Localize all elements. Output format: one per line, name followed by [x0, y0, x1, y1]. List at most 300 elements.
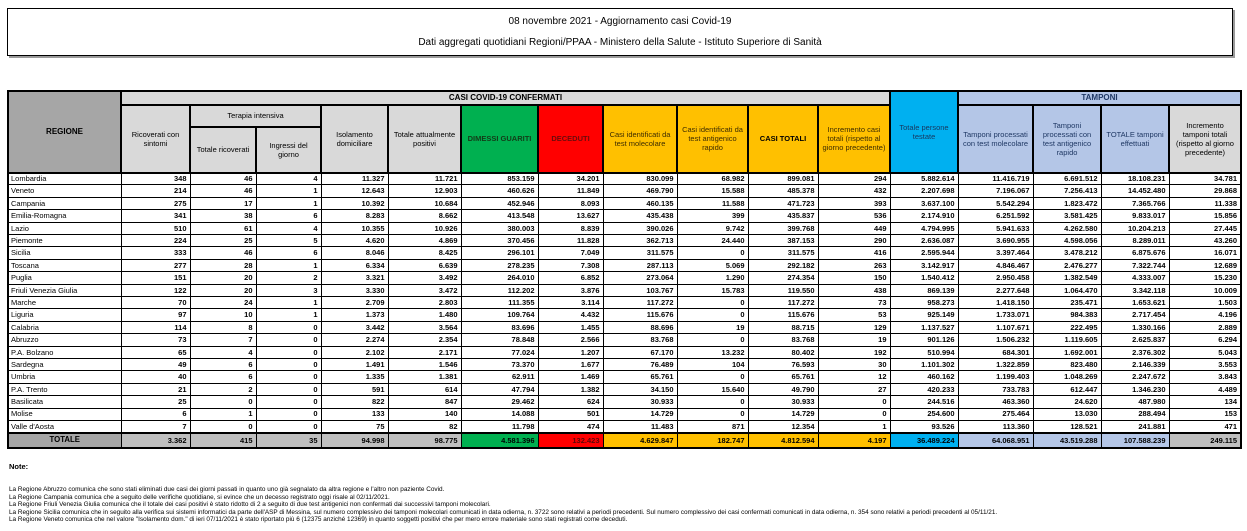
region-cell: P.A. Trento	[8, 383, 121, 395]
value-cell: 6.294	[1169, 334, 1241, 346]
value-cell: 15.230	[1169, 272, 1241, 284]
value-cell: 65	[121, 346, 190, 358]
value-cell: 73	[121, 334, 190, 346]
header-totale-persone-testate: Totale persone testate	[890, 91, 958, 173]
covid-data-table	[7, 90, 1242, 449]
totale-value-cell: 98.775	[388, 433, 461, 448]
value-cell: 469.790	[603, 185, 677, 197]
value-cell: 151	[121, 272, 190, 284]
value-cell: 4	[256, 222, 321, 234]
value-cell: 958.273	[890, 297, 958, 309]
value-cell: 30.933	[603, 396, 677, 408]
value-cell: 6	[190, 371, 256, 383]
value-cell: 11.483	[603, 420, 677, 432]
value-cell: 119.550	[748, 284, 818, 296]
value-cell: 2.595.944	[890, 247, 958, 259]
value-cell: 1.330.166	[1101, 321, 1169, 333]
value-cell: 3.142.917	[890, 259, 958, 271]
value-cell: 12.689	[1169, 259, 1241, 271]
totale-value-cell: 132.423	[538, 433, 603, 448]
value-cell: 49.790	[748, 383, 818, 395]
value-cell: 14.729	[748, 408, 818, 420]
value-cell: 20	[190, 284, 256, 296]
value-cell: 6.334	[321, 259, 388, 271]
value-cell: 4.846.467	[958, 259, 1033, 271]
value-cell: 12.354	[748, 420, 818, 432]
value-cell: 15.783	[677, 284, 748, 296]
value-cell: 1.469	[538, 371, 603, 383]
totale-row	[8, 433, 1241, 448]
value-cell: 0	[256, 346, 321, 358]
value-cell: 0	[256, 334, 321, 346]
value-cell: 5.882.614	[890, 173, 958, 185]
value-cell: 4.794.995	[890, 222, 958, 234]
header-regione: REGIONE	[8, 91, 121, 173]
value-cell: 134	[1169, 396, 1241, 408]
region-cell: Lombardia	[8, 173, 121, 185]
table-row	[8, 210, 1241, 222]
header-totale-attualmente-positivi: Totale attualmente positivi	[388, 105, 461, 173]
value-cell: 0	[677, 247, 748, 259]
region-cell: Sicilia	[8, 247, 121, 259]
value-cell: 0	[677, 309, 748, 321]
value-cell: 9.833.017	[1101, 210, 1169, 222]
value-cell: 2.354	[388, 334, 461, 346]
header-isolamento-domiciliare: Isolamento domiciliare	[321, 105, 388, 173]
totale-value-cell: 35	[256, 433, 321, 448]
value-cell: 684.301	[958, 346, 1033, 358]
value-cell: 3.492	[388, 272, 461, 284]
value-cell: 2.102	[321, 346, 388, 358]
totale-value-cell: 4.629.847	[603, 433, 677, 448]
table-row	[8, 259, 1241, 271]
value-cell: 40	[121, 371, 190, 383]
value-cell: 115.676	[603, 309, 677, 321]
region-cell: Calabria	[8, 321, 121, 333]
value-cell: 4.598.056	[1033, 235, 1101, 247]
table-row	[8, 197, 1241, 209]
value-cell: 1.346.230	[1101, 383, 1169, 395]
value-cell: 624	[538, 396, 603, 408]
value-cell: 46	[190, 173, 256, 185]
value-cell: 16.071	[1169, 247, 1241, 259]
table-row	[8, 173, 1241, 185]
table-row	[8, 383, 1241, 395]
value-cell: 1	[256, 297, 321, 309]
value-cell: 485.378	[748, 185, 818, 197]
value-cell: 1.823.472	[1033, 197, 1101, 209]
value-cell: 117.272	[748, 297, 818, 309]
value-cell: 0	[818, 408, 890, 420]
value-cell: 0	[677, 334, 748, 346]
value-cell: 3.581.425	[1033, 210, 1101, 222]
region-cell: Piemonte	[8, 235, 121, 247]
value-cell: 4.620	[321, 235, 388, 247]
value-cell: 1.677	[538, 358, 603, 370]
value-cell: 11.416.719	[958, 173, 1033, 185]
value-cell: 2.950.458	[958, 272, 1033, 284]
value-cell: 292.182	[748, 259, 818, 271]
value-cell: 0	[677, 408, 748, 420]
value-cell: 2.636.087	[890, 235, 958, 247]
value-cell: 73	[818, 297, 890, 309]
value-cell: 1.335	[321, 371, 388, 383]
value-cell: 435.438	[603, 210, 677, 222]
value-cell: 830.099	[603, 173, 677, 185]
header-terapia-intensiva: Terapia intensiva	[190, 105, 321, 127]
value-cell: 413.548	[461, 210, 538, 222]
value-cell: 75	[321, 420, 388, 432]
value-cell: 8.093	[538, 197, 603, 209]
value-cell: 27	[818, 383, 890, 395]
value-cell: 432	[818, 185, 890, 197]
header-incremento-casi: Incremento casi totali (rispetto al giorno precedente)	[818, 105, 890, 173]
value-cell: 1.107.671	[958, 321, 1033, 333]
table-row	[8, 346, 1241, 358]
value-cell: 6.691.512	[1033, 173, 1101, 185]
value-cell: 1.381	[388, 371, 461, 383]
value-cell: 449	[818, 222, 890, 234]
value-cell: 11.338	[1169, 197, 1241, 209]
value-cell: 3.637.100	[890, 197, 958, 209]
value-cell: 463.360	[958, 396, 1033, 408]
value-cell: 1.199.403	[958, 371, 1033, 383]
totale-value-cell: 4.812.594	[748, 433, 818, 448]
totale-value-cell: 43.519.288	[1033, 433, 1101, 448]
header-incremento-tamponi: Incremento tamponi totali (rispetto al giorno precedente)	[1169, 105, 1241, 173]
value-cell: 438	[818, 284, 890, 296]
value-cell: 7.196.067	[958, 185, 1033, 197]
value-cell: 235.471	[1033, 297, 1101, 309]
value-cell: 460.626	[461, 185, 538, 197]
region-cell: Basilicata	[8, 396, 121, 408]
region-cell: Veneto	[8, 185, 121, 197]
value-cell: 311.575	[748, 247, 818, 259]
value-cell: 1.503	[1169, 297, 1241, 309]
value-cell: 14.088	[461, 408, 538, 420]
value-cell: 1.653.621	[1101, 297, 1169, 309]
value-cell: 114	[121, 321, 190, 333]
value-cell: 62.911	[461, 371, 538, 383]
value-cell: 2.566	[538, 334, 603, 346]
value-cell: 11.849	[538, 185, 603, 197]
value-cell: 5.542.294	[958, 197, 1033, 209]
value-cell: 2.247.672	[1101, 371, 1169, 383]
value-cell: 4.432	[538, 309, 603, 321]
region-cell: Friuli Venezia Giulia	[8, 284, 121, 296]
value-cell: 1.290	[677, 272, 748, 284]
report-title-line1: 08 novembre 2021 - Aggiornamento casi Covid-19	[508, 16, 732, 27]
value-cell: 150	[818, 272, 890, 284]
value-cell: 474	[538, 420, 603, 432]
value-cell: 416	[818, 247, 890, 259]
value-cell: 901.126	[890, 334, 958, 346]
header-casi-test-molecolare: Casi identificati da test molecolare	[603, 105, 677, 173]
totale-value-cell: 94.998	[321, 433, 388, 448]
value-cell: 21	[121, 383, 190, 395]
value-cell: 6	[190, 358, 256, 370]
value-cell: 93.526	[890, 420, 958, 432]
header-tamponi-antigenico: Tamponi processati con test antigenico rapido	[1033, 105, 1101, 173]
header-group-casi-confermati: CASI COVID-19 CONFERMATI	[121, 91, 890, 105]
value-cell: 17	[190, 197, 256, 209]
value-cell: 0	[256, 371, 321, 383]
value-cell: 61	[190, 222, 256, 234]
totale-value-cell: 107.588.239	[1101, 433, 1169, 448]
value-cell: 420.233	[890, 383, 958, 395]
value-cell: 0	[256, 396, 321, 408]
value-cell: 2.146.339	[1101, 358, 1169, 370]
value-cell: 70	[121, 297, 190, 309]
value-cell: 591	[321, 383, 388, 395]
value-cell: 3.564	[388, 321, 461, 333]
value-cell: 38	[190, 210, 256, 222]
value-cell: 78.848	[461, 334, 538, 346]
value-cell: 9.742	[677, 222, 748, 234]
region-cell: Abruzzo	[8, 334, 121, 346]
value-cell: 460.162	[890, 371, 958, 383]
value-cell: 49	[121, 358, 190, 370]
value-cell: 3.690.955	[958, 235, 1033, 247]
value-cell: 7.049	[538, 247, 603, 259]
value-cell: 244.516	[890, 396, 958, 408]
value-cell: 275	[121, 197, 190, 209]
notes-section	[9, 462, 1239, 524]
value-cell: 20	[190, 272, 256, 284]
header-deceduti: DECEDUTI	[538, 105, 603, 173]
value-cell: 111.355	[461, 297, 538, 309]
value-cell: 15.588	[677, 185, 748, 197]
value-cell: 8.283	[321, 210, 388, 222]
header-casi-totali: CASI TOTALI	[748, 105, 818, 173]
value-cell: 10.926	[388, 222, 461, 234]
value-cell: 1.322.859	[958, 358, 1033, 370]
value-cell: 1.506.232	[958, 334, 1033, 346]
region-cell: Puglia	[8, 272, 121, 284]
value-cell: 25	[190, 235, 256, 247]
header-ingressi-del-giorno: Ingressi del giorno	[256, 127, 321, 173]
value-cell: 0	[190, 396, 256, 408]
value-cell: 6	[256, 247, 321, 259]
value-cell: 4.196	[1169, 309, 1241, 321]
totale-label-cell: TOTALE	[8, 433, 121, 448]
value-cell: 15.856	[1169, 210, 1241, 222]
report-title-line2: Dati aggregati quotidiani Regioni/PPAA - Ministero della Salute - Istituto Superiore di Sanità	[418, 37, 822, 48]
value-cell: 3.553	[1169, 358, 1241, 370]
value-cell: 6.251.592	[958, 210, 1033, 222]
totale-value-cell: 249.115	[1169, 433, 1241, 448]
value-cell: 1.207	[538, 346, 603, 358]
value-cell: 7.256.413	[1033, 185, 1101, 197]
value-cell: 103.767	[603, 284, 677, 296]
value-cell: 5.043	[1169, 346, 1241, 358]
value-cell: 15.640	[677, 383, 748, 395]
value-cell: 34.201	[538, 173, 603, 185]
value-cell: 109.764	[461, 309, 538, 321]
value-cell: 11.798	[461, 420, 538, 432]
value-cell: 11.721	[388, 173, 461, 185]
table-row	[8, 185, 1241, 197]
totale-value-cell: 182.747	[677, 433, 748, 448]
value-cell: 399	[677, 210, 748, 222]
value-cell: 3.843	[1169, 371, 1241, 383]
value-cell: 43.260	[1169, 235, 1241, 247]
value-cell: 6.875.676	[1101, 247, 1169, 259]
value-cell: 1.064.470	[1033, 284, 1101, 296]
value-cell: 0	[190, 420, 256, 432]
value-cell: 5.069	[677, 259, 748, 271]
value-cell: 10.355	[321, 222, 388, 234]
value-cell: 241.881	[1101, 420, 1169, 432]
value-cell: 822	[321, 396, 388, 408]
value-cell: 46	[190, 247, 256, 259]
value-cell: 869.139	[890, 284, 958, 296]
value-cell: 0	[256, 321, 321, 333]
value-cell: 487.980	[1101, 396, 1169, 408]
value-cell: 2.174.910	[890, 210, 958, 222]
value-cell: 53	[818, 309, 890, 321]
value-cell: 4	[256, 173, 321, 185]
value-cell: 510.994	[890, 346, 958, 358]
region-cell: Valle d'Aosta	[8, 420, 121, 432]
region-cell: Lazio	[8, 222, 121, 234]
value-cell: 128.521	[1033, 420, 1101, 432]
value-cell: 12.903	[388, 185, 461, 197]
value-cell: 5.941.633	[958, 222, 1033, 234]
value-cell: 273.064	[603, 272, 677, 284]
value-cell: 1	[256, 259, 321, 271]
value-cell: 1.373	[321, 309, 388, 321]
value-cell: 853.159	[461, 173, 538, 185]
value-cell: 1.692.001	[1033, 346, 1101, 358]
region-cell: Emilia-Romagna	[8, 210, 121, 222]
region-cell: Molise	[8, 408, 121, 420]
value-cell: 5	[256, 235, 321, 247]
value-cell: 18.108.231	[1101, 173, 1169, 185]
value-cell: 390.026	[603, 222, 677, 234]
value-cell: 224	[121, 235, 190, 247]
region-cell: P.A. Bolzano	[8, 346, 121, 358]
region-cell: Toscana	[8, 259, 121, 271]
value-cell: 2.709	[321, 297, 388, 309]
note-line: La Regione Campania comunica che a seguito delle verifiche quotidiane, si evince che un decesso registrato oggi risale al 02/11/2021.	[9, 493, 390, 501]
value-cell: 115.676	[748, 309, 818, 321]
totale-value-cell: 3.362	[121, 433, 190, 448]
table-row	[8, 396, 1241, 408]
table-row	[8, 222, 1241, 234]
value-cell: 614	[388, 383, 461, 395]
value-cell: 12.643	[321, 185, 388, 197]
value-cell: 4.333.007	[1101, 272, 1169, 284]
value-cell: 1.137.527	[890, 321, 958, 333]
table-row	[8, 235, 1241, 247]
value-cell: 97	[121, 309, 190, 321]
value-cell: 88.715	[748, 321, 818, 333]
value-cell: 296.101	[461, 247, 538, 259]
value-cell: 8.662	[388, 210, 461, 222]
value-cell: 10.009	[1169, 284, 1241, 296]
value-cell: 1.119.605	[1033, 334, 1101, 346]
value-cell: 83.696	[461, 321, 538, 333]
value-cell: 2.274	[321, 334, 388, 346]
value-cell: 7.308	[538, 259, 603, 271]
value-cell: 6.639	[388, 259, 461, 271]
value-cell: 2	[256, 272, 321, 284]
value-cell: 47.794	[461, 383, 538, 395]
header-totale-ricoverati: Totale ricoverati	[190, 127, 256, 173]
note-line: La Regione Sicilia comunica che in seguito alla verifica sui sistemi informatici da parte dell'ASP di Messina, sul numero complessivo dei tamponi molecolari comunicati in data odierna, n. 3722 sono relativi a periodi precedenti. Sul numero complessivo dei casi confermati comunicati in data odierna, n. 354 sono relativi a periodi precedenti al 05/11/21.	[9, 508, 998, 516]
value-cell: 122	[121, 284, 190, 296]
value-cell: 1.382.549	[1033, 272, 1101, 284]
value-cell: 333	[121, 247, 190, 259]
value-cell: 1.546	[388, 358, 461, 370]
value-cell: 153	[1169, 408, 1241, 420]
value-cell: 8.425	[388, 247, 461, 259]
value-cell: 1.455	[538, 321, 603, 333]
value-cell: 12	[818, 371, 890, 383]
value-cell: 2.625.837	[1101, 334, 1169, 346]
value-cell: 133	[321, 408, 388, 420]
value-cell: 13.627	[538, 210, 603, 222]
table-row	[8, 358, 1241, 370]
table-row	[8, 284, 1241, 296]
header-group-tamponi: TAMPONI	[958, 91, 1241, 105]
value-cell: 536	[818, 210, 890, 222]
value-cell: 823.480	[1033, 358, 1101, 370]
table-row	[8, 371, 1241, 383]
header-totale-tamponi: TOTALE tamponi effettuati	[1101, 105, 1169, 173]
region-cell: Sardegna	[8, 358, 121, 370]
value-cell: 11.327	[321, 173, 388, 185]
value-cell: 1.480	[388, 309, 461, 321]
value-cell: 83.768	[748, 334, 818, 346]
value-cell: 4	[190, 346, 256, 358]
value-cell: 19	[818, 334, 890, 346]
totale-value-cell: 415	[190, 433, 256, 448]
value-cell: 76.593	[748, 358, 818, 370]
value-cell: 7	[190, 334, 256, 346]
header-tamponi-molecolare: Tamponi processati con test molecolare	[958, 105, 1033, 173]
value-cell: 29.462	[461, 396, 538, 408]
value-cell: 24.440	[677, 235, 748, 247]
value-cell: 28	[190, 259, 256, 271]
value-cell: 399.768	[748, 222, 818, 234]
region-cell: Liguria	[8, 309, 121, 321]
value-cell: 34.781	[1169, 173, 1241, 185]
value-cell: 1.733.071	[958, 309, 1033, 321]
value-cell: 3.321	[321, 272, 388, 284]
value-cell: 871	[677, 420, 748, 432]
value-cell: 311.575	[603, 247, 677, 259]
value-cell: 7.365.766	[1101, 197, 1169, 209]
value-cell: 294	[818, 173, 890, 185]
value-cell: 13.232	[677, 346, 748, 358]
value-cell: 8.289.011	[1101, 235, 1169, 247]
table-row	[8, 272, 1241, 284]
value-cell: 76.489	[603, 358, 677, 370]
value-cell: 287.113	[603, 259, 677, 271]
header-dimessi-guariti: DIMESSI GUARITI	[461, 105, 538, 173]
header-ricoverati-con-sintomi: Ricoverati con sintomi	[121, 105, 190, 173]
value-cell: 83.768	[603, 334, 677, 346]
value-cell: 82	[388, 420, 461, 432]
value-cell: 2.889	[1169, 321, 1241, 333]
value-cell: 46	[190, 185, 256, 197]
value-cell: 68.982	[677, 173, 748, 185]
totale-value-cell: 64.068.951	[958, 433, 1033, 448]
value-cell: 341	[121, 210, 190, 222]
value-cell: 264.010	[461, 272, 538, 284]
